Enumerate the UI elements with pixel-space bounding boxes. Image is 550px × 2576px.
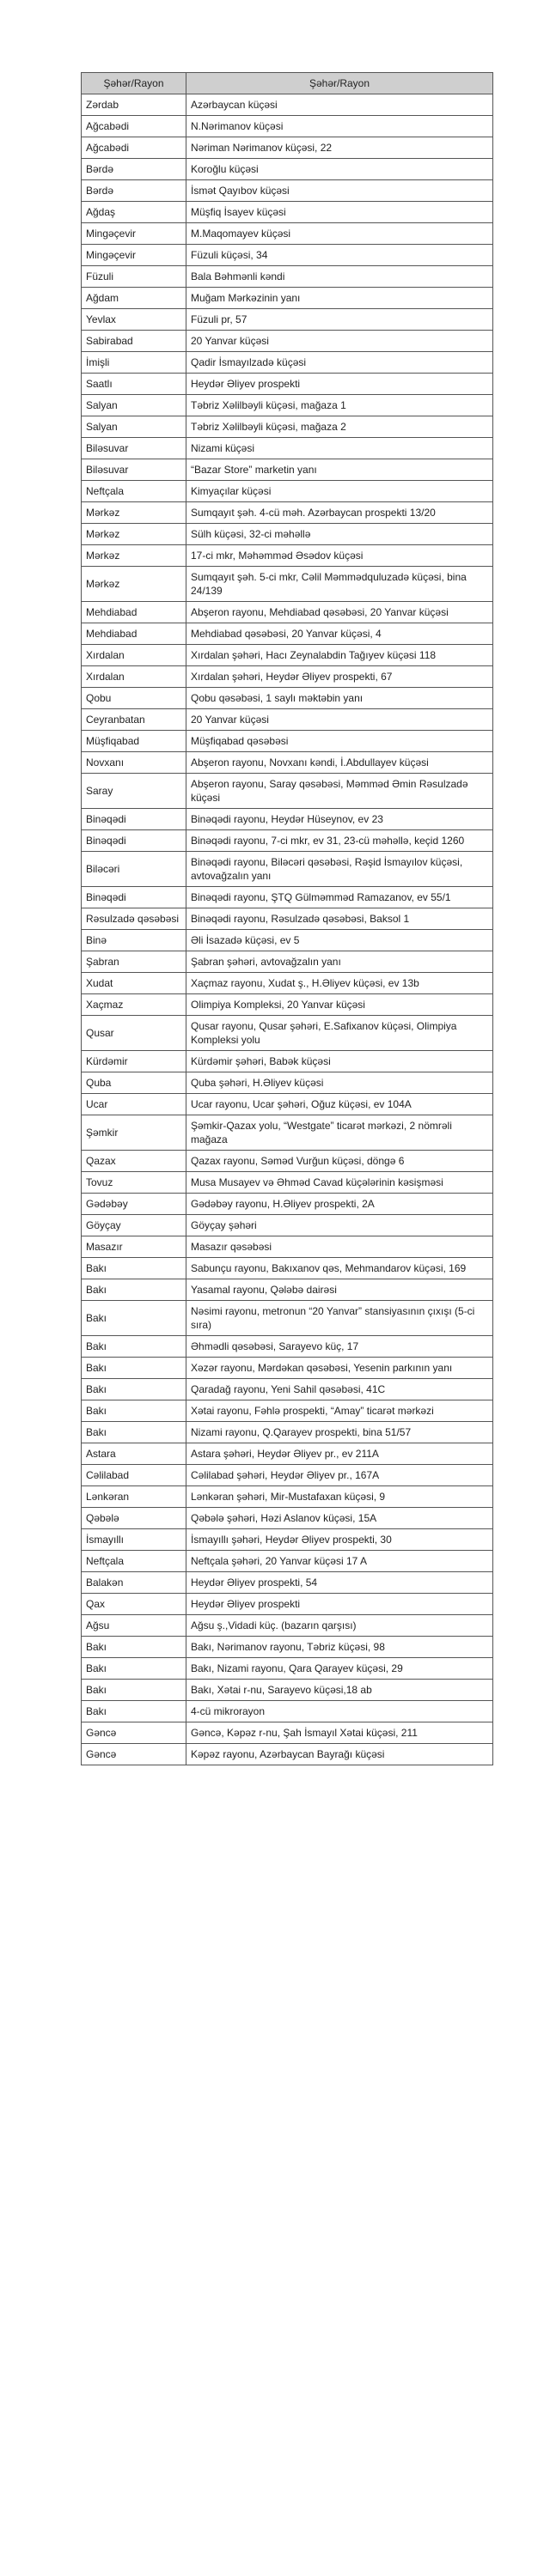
address-cell: Nəriman Nərimanov küçəsi, 22	[186, 137, 493, 159]
city-cell: Xudat	[82, 973, 186, 994]
city-cell: Biləsuvar	[82, 438, 186, 459]
city-cell: Neftçala	[82, 481, 186, 502]
city-cell: Göyçay	[82, 1215, 186, 1236]
city-cell: Mehdiabad	[82, 623, 186, 645]
city-cell: Gəncə	[82, 1722, 186, 1744]
address-cell: Qazax rayonu, Səməd Vurğun küçəsi, döngə 6	[186, 1151, 493, 1172]
table-row	[82, 1194, 493, 1215]
address-cell: Sumqayıt şəh. 5-ci mkr, Cəlil Məmmədquluzadə küçəsi, bina 24/139	[186, 567, 493, 602]
table-row	[82, 416, 493, 438]
address-cell: 20 Yanvar küçəsi	[186, 709, 493, 731]
city-cell: Mingəçevir	[82, 245, 186, 266]
city-cell: Masazır	[82, 1236, 186, 1258]
city-cell: Saray	[82, 774, 186, 809]
table-row	[82, 309, 493, 331]
city-cell: Salyan	[82, 395, 186, 416]
address-cell: Füzuli küçəsi, 34	[186, 245, 493, 266]
city-cell: Sabirabad	[82, 331, 186, 352]
table-row	[82, 1258, 493, 1279]
address-cell: Xaçmaz rayonu, Xudat ş., H.Əliyev küçəsi, ev 13b	[186, 973, 493, 994]
table-row	[82, 887, 493, 908]
city-cell: Şabran	[82, 951, 186, 973]
address-cell: Xəzər rayonu, Mərdəkan qəsəbəsi, Yesenin parkının yanı	[186, 1358, 493, 1379]
address-cell: Füzuli pr, 57	[186, 309, 493, 331]
address-cell: İsmayıllı şəhəri, Heydər Əliyev prospekti, 30	[186, 1529, 493, 1551]
city-cell: Bakı	[82, 1658, 186, 1680]
address-cell: Sabunçu rayonu, Bakıxanov qəs, Mehmandarov küçəsi, 169	[186, 1258, 493, 1279]
city-cell: Cəlilabad	[82, 1465, 186, 1486]
table-row	[82, 1422, 493, 1443]
city-cell: Mərkəz	[82, 567, 186, 602]
address-cell: 17-ci mkr, Məhəmməd Əsədov küçəsi	[186, 545, 493, 567]
city-cell: Qusar	[82, 1016, 186, 1051]
table-row	[82, 1094, 493, 1115]
address-cell: Quba şəhəri, H.Əliyev küçəsi	[186, 1072, 493, 1094]
table-row	[82, 1701, 493, 1722]
city-cell: Binəqədi	[82, 887, 186, 908]
city-cell: Balakən	[82, 1572, 186, 1594]
table-row	[82, 288, 493, 309]
city-cell: Binə	[82, 930, 186, 951]
address-cell: Müşfiq İsayev küçəsi	[186, 202, 493, 223]
address-cell: Sumqayıt şəh. 4-cü məh. Azərbaycan prospekti 13/20	[186, 502, 493, 524]
table-row	[82, 1400, 493, 1422]
city-cell: Astara	[82, 1443, 186, 1465]
table-row	[82, 1615, 493, 1637]
city-cell: Bakı	[82, 1358, 186, 1379]
address-cell: Sülh küçəsi, 32-ci məhəllə	[186, 524, 493, 545]
table-row	[82, 567, 493, 602]
address-cell: Cəlilabad şəhəri, Heydər Əliyev pr., 167A	[186, 1465, 493, 1486]
city-cell: Bakı	[82, 1701, 186, 1722]
city-cell: Ağcabədi	[82, 116, 186, 137]
table-row	[82, 1336, 493, 1358]
city-cell: Bakı	[82, 1279, 186, 1301]
city-cell: Yevlax	[82, 309, 186, 331]
address-cell: Muğam Mərkəzinin yanı	[186, 288, 493, 309]
table-row	[82, 545, 493, 567]
address-cell: Qobu qəsəbəsi, 1 saylı məktəbin yanı	[186, 688, 493, 709]
address-cell: N.Nərimanov küçəsi	[186, 116, 493, 137]
table-body	[82, 94, 493, 1765]
header-address: Şəhər/Rayon	[186, 73, 493, 94]
city-cell: Lənkəran	[82, 1486, 186, 1508]
city-cell: Bakı	[82, 1379, 186, 1400]
table-row	[82, 1016, 493, 1051]
table-row	[82, 774, 493, 809]
city-cell: Füzuli	[82, 266, 186, 288]
address-cell: M.Maqomayev küçəsi	[186, 223, 493, 245]
address-cell: Şabran şəhəri, avtovağzalın yanı	[186, 951, 493, 973]
address-cell: Ucar rayonu, Ucar şəhəri, Oğuz küçəsi, ev 104A	[186, 1094, 493, 1115]
address-cell: Nizami rayonu, Q.Qarayev prospekti, bina 51/57	[186, 1422, 493, 1443]
address-cell: Əhmədli qəsəbəsi, Sarayevo küç, 17	[186, 1336, 493, 1358]
city-cell: Novxanı	[82, 752, 186, 774]
address-cell: Qadir İsmayılzadə küçəsi	[186, 352, 493, 374]
address-cell: Təbriz Xəlilbəyli küçəsi, mağaza 2	[186, 416, 493, 438]
table-row	[82, 1172, 493, 1194]
city-cell: Bakı	[82, 1400, 186, 1422]
address-cell: “Bazar Store” marketin yanı	[186, 459, 493, 481]
locations-table	[81, 72, 493, 1765]
address-cell: Əli İsazadə küçəsi, ev 5	[186, 930, 493, 951]
city-cell: Saatlı	[82, 374, 186, 395]
table-row	[82, 438, 493, 459]
table-row	[82, 245, 493, 266]
table-row	[82, 1551, 493, 1572]
address-cell: Şəmkir-Qazax yolu, “Westgate” ticarət mərkəzi, 2 nömrəli mağaza	[186, 1115, 493, 1151]
address-cell: Binəqədi rayonu, 7-ci mkr, ev 31, 23-cü məhəllə, keçid 1260	[186, 830, 493, 852]
address-cell: Yasamal rayonu, Qələbə dairəsi	[186, 1279, 493, 1301]
address-cell: Nizami küçəsi	[186, 438, 493, 459]
address-cell: Binəqədi rayonu, ŞTQ Gülməmməd Ramazanov, ev 55/1	[186, 887, 493, 908]
city-cell: Bakı	[82, 1680, 186, 1701]
table-row	[82, 374, 493, 395]
city-cell: Ucar	[82, 1094, 186, 1115]
table-row	[82, 830, 493, 852]
address-cell: Azərbaycan küçəsi	[186, 94, 493, 116]
table-row	[82, 1279, 493, 1301]
city-cell: Biləcəri	[82, 852, 186, 887]
table-row	[82, 395, 493, 416]
table-row	[82, 223, 493, 245]
address-cell: Xətai rayonu, Fəhlə prospekti, “Amay” ticarət mərkəzi	[186, 1400, 493, 1422]
table-row	[82, 137, 493, 159]
city-cell: İsmayıllı	[82, 1529, 186, 1551]
city-cell: Binəqədi	[82, 830, 186, 852]
address-cell: Bakı, Nizami rayonu, Qara Qarayev küçəsi, 29	[186, 1658, 493, 1680]
address-cell: Mehdiabad qəsəbəsi, 20 Yanvar küçəsi, 4	[186, 623, 493, 645]
table-row	[82, 1572, 493, 1594]
table-row	[82, 180, 493, 202]
city-cell: Qax	[82, 1594, 186, 1615]
address-cell: Xırdalan şəhəri, Hacı Zeynalabdin Tağıyev küçəsi 118	[186, 645, 493, 666]
address-cell: Kimyaçılar küçəsi	[186, 481, 493, 502]
table-row	[82, 352, 493, 374]
table-row	[82, 623, 493, 645]
city-cell: İmişli	[82, 352, 186, 374]
table-row	[82, 1072, 493, 1094]
city-cell: Mingəçevir	[82, 223, 186, 245]
table-row	[82, 1508, 493, 1529]
address-cell: Qusar rayonu, Qusar şəhəri, E.Safixanov küçəsi, Olimpiya Kompleksi yolu	[186, 1016, 493, 1051]
table-row	[82, 481, 493, 502]
table-row	[82, 1301, 493, 1336]
table-row	[82, 1358, 493, 1379]
table-row	[82, 752, 493, 774]
address-cell: Abşeron rayonu, Saray qəsəbəsi, Məmməd Əmin Rəsulzadə küçəsi	[186, 774, 493, 809]
city-cell: Bərdə	[82, 180, 186, 202]
city-cell: Ağsu	[82, 1615, 186, 1637]
city-cell: Bərdə	[82, 159, 186, 180]
city-cell: Neftçala	[82, 1551, 186, 1572]
table-row	[82, 973, 493, 994]
city-cell: Bakı	[82, 1258, 186, 1279]
address-cell: Ağsu ş.,Vidadi küç. (bazarın qarşısı)	[186, 1615, 493, 1637]
address-cell: Xırdalan şəhəri, Heydər Əliyev prospekti, 67	[186, 666, 493, 688]
city-cell: Mərkəz	[82, 502, 186, 524]
address-cell: Koroğlu küçəsi	[186, 159, 493, 180]
table-row	[82, 602, 493, 623]
city-cell: Binəqədi	[82, 809, 186, 830]
address-cell: Bakı, Xətai r-nu, Sarayevo küçəsi,18 ab	[186, 1680, 493, 1701]
address-cell: Gəncə, Kəpəz r-nu, Şah İsmayıl Xətai küçəsi, 211	[186, 1722, 493, 1744]
header-city: Şəhər/Rayon	[82, 73, 186, 94]
address-cell: Olimpiya Kompleksi, 20 Yanvar küçəsi	[186, 994, 493, 1016]
address-cell: Musa Musayev və Əhməd Cavad küçələrinin kəsişməsi	[186, 1172, 493, 1194]
table-row	[82, 666, 493, 688]
address-cell: Heydər Əliyev prospekti, 54	[186, 1572, 493, 1594]
address-cell: Binəqədi rayonu, Biləcəri qəsəbəsi, Rəşid İsmayılov küçəsi, avtovağzalın yanı	[186, 852, 493, 887]
city-cell: Bakı	[82, 1301, 186, 1336]
address-cell: Müşfiqabad qəsəbəsi	[186, 731, 493, 752]
address-cell: Gədəbəy rayonu, H.Əliyev prospekti, 2A	[186, 1194, 493, 1215]
table-row	[82, 1594, 493, 1615]
address-cell: Qəbələ şəhəri, Həzi Aslanov küçəsi, 15A	[186, 1508, 493, 1529]
city-cell: Gədəbəy	[82, 1194, 186, 1215]
table-row	[82, 116, 493, 137]
table-row	[82, 459, 493, 481]
city-cell: Kürdəmir	[82, 1051, 186, 1072]
table-row	[82, 524, 493, 545]
table-row	[82, 1486, 493, 1508]
city-cell: Mehdiabad	[82, 602, 186, 623]
city-cell: Gəncə	[82, 1744, 186, 1765]
city-cell: Qazax	[82, 1151, 186, 1172]
address-cell: Göyçay şəhəri	[186, 1215, 493, 1236]
table-row	[82, 94, 493, 116]
address-cell: Nəsimi rayonu, metronun “20 Yanvar” stansiyasının çıxışı (5-ci sıra)	[186, 1301, 493, 1336]
address-cell: Kürdəmir şəhəri, Babək küçəsi	[186, 1051, 493, 1072]
table-row	[82, 1744, 493, 1765]
city-cell: Bakı	[82, 1637, 186, 1658]
city-cell: Bakı	[82, 1422, 186, 1443]
table-row	[82, 951, 493, 973]
address-cell: Binəqədi rayonu, Heydər Hüseynov, ev 23	[186, 809, 493, 830]
table-row	[82, 1236, 493, 1258]
table-row	[82, 1722, 493, 1744]
address-cell: Təbriz Xəlilbəyli küçəsi, mağaza 1	[186, 395, 493, 416]
table-row	[82, 331, 493, 352]
city-cell: Biləsuvar	[82, 459, 186, 481]
city-cell: Xaçmaz	[82, 994, 186, 1016]
city-cell: Qəbələ	[82, 1508, 186, 1529]
table-row	[82, 645, 493, 666]
city-cell: Tovuz	[82, 1172, 186, 1194]
address-cell: Qaradağ rayonu, Yeni Sahil qəsəbəsi, 41C	[186, 1379, 493, 1400]
table-row	[82, 502, 493, 524]
address-cell: Bala Bəhmənli kəndi	[186, 266, 493, 288]
city-cell: Xırdalan	[82, 645, 186, 666]
city-cell: Salyan	[82, 416, 186, 438]
table-row	[82, 1465, 493, 1486]
address-cell: Kəpəz rayonu, Azərbaycan Bayrağı küçəsi	[186, 1744, 493, 1765]
table-row	[82, 1529, 493, 1551]
address-cell: Abşeron rayonu, Mehdiabad qəsəbəsi, 20 Yanvar küçəsi	[186, 602, 493, 623]
city-cell: Ağcabədi	[82, 137, 186, 159]
table-row	[82, 266, 493, 288]
city-cell: Ceyranbatan	[82, 709, 186, 731]
address-cell: Binəqədi rayonu, Rəsulzadə qəsəbəsi, Baksol 1	[186, 908, 493, 930]
table-row	[82, 159, 493, 180]
address-cell: Heydər Əliyev prospekti	[186, 374, 493, 395]
city-cell: Xırdalan	[82, 666, 186, 688]
table-header-row	[82, 73, 493, 94]
table-row	[82, 731, 493, 752]
city-cell: Mərkəz	[82, 545, 186, 567]
table-row	[82, 709, 493, 731]
table-row	[82, 1051, 493, 1072]
address-cell: Neftçala şəhəri, 20 Yanvar küçəsi 17 A	[186, 1551, 493, 1572]
table-row	[82, 1151, 493, 1172]
table-row	[82, 809, 493, 830]
table-row	[82, 1379, 493, 1400]
table-row	[82, 930, 493, 951]
city-cell: Ağdaş	[82, 202, 186, 223]
table-row	[82, 852, 493, 887]
table-row	[82, 1658, 493, 1680]
table-row	[82, 1115, 493, 1151]
table-row	[82, 908, 493, 930]
city-cell: Müşfiqabad	[82, 731, 186, 752]
table-row	[82, 202, 493, 223]
address-cell: Abşeron rayonu, Novxanı kəndi, İ.Abdullayev küçəsi	[186, 752, 493, 774]
address-cell: 20 Yanvar küçəsi	[186, 331, 493, 352]
address-cell: Bakı, Nərimanov rayonu, Təbriz küçəsi, 98	[186, 1637, 493, 1658]
table-row	[82, 688, 493, 709]
address-cell: Astara şəhəri, Heydər Əliyev pr., ev 211A	[186, 1443, 493, 1465]
city-cell: Bakı	[82, 1336, 186, 1358]
city-cell: Quba	[82, 1072, 186, 1094]
address-cell: Lənkəran şəhəri, Mir-Mustafaxan küçəsi, 9	[186, 1486, 493, 1508]
city-cell: Şəmkir	[82, 1115, 186, 1151]
table-row	[82, 1443, 493, 1465]
city-cell: Qobu	[82, 688, 186, 709]
address-cell: Masazır qəsəbəsi	[186, 1236, 493, 1258]
city-cell: Ağdam	[82, 288, 186, 309]
address-cell: 4-cü mikrorayon	[186, 1701, 493, 1722]
city-cell: Zərdab	[82, 94, 186, 116]
address-cell: Heydər Əliyev prospekti	[186, 1594, 493, 1615]
city-cell: Mərkəz	[82, 524, 186, 545]
table-row	[82, 1215, 493, 1236]
locations-table-wrapper	[81, 72, 492, 1765]
table-row	[82, 994, 493, 1016]
table-row	[82, 1680, 493, 1701]
city-cell: Rəsulzadə qəsəbəsi	[82, 908, 186, 930]
table-row	[82, 1637, 493, 1658]
address-cell: İsmət Qayıbov küçəsi	[186, 180, 493, 202]
